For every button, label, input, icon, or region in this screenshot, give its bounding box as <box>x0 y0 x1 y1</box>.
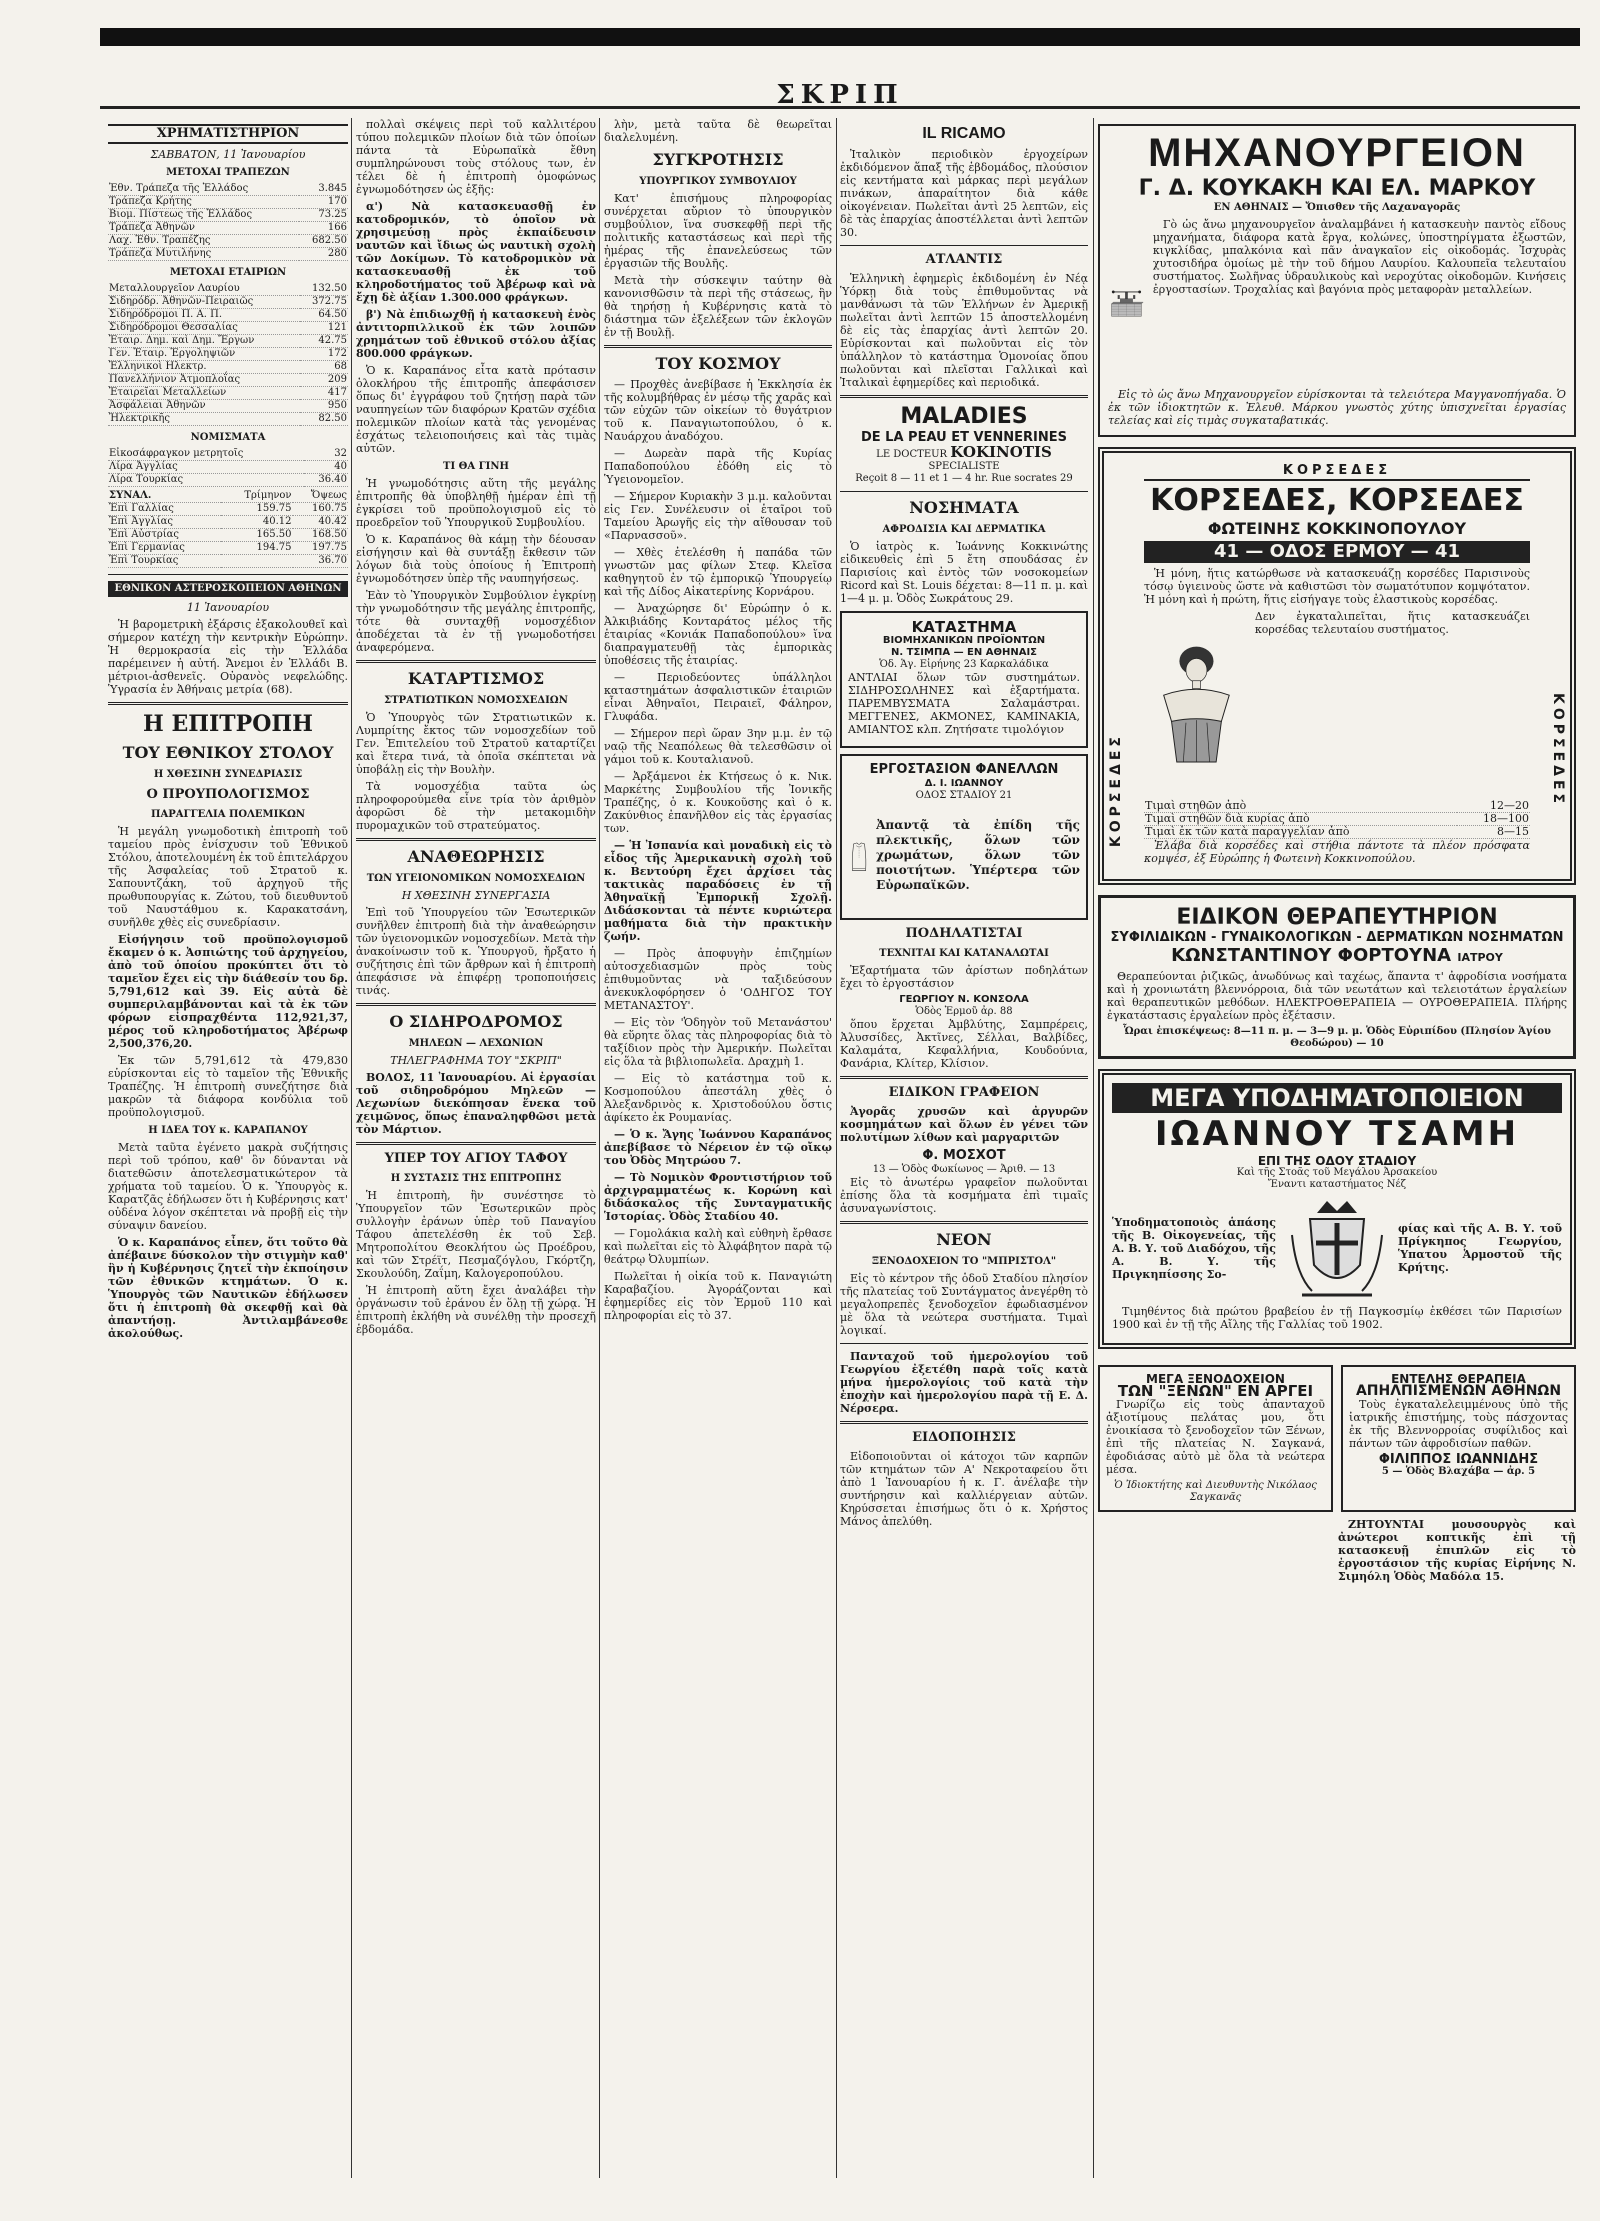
table-cell: Τράπεζα Ἀθηνῶν <box>108 222 299 235</box>
companies-table <box>108 283 348 426</box>
news-item: — Ἀναχώρησε δι' Εὐρώπην ὁ κ. Ἀλκιβιάδης Κονταράτος μέλος τῆς ἑταιρίας «Κονιάκ Παπαδοπούλου» ἵνα διαπραγματευθῇ τὰς ἐμπορικὰς ὑποθέσεις τῆς ἑταιρίας. <box>604 602 832 667</box>
clinic-doctor-line <box>1107 944 1567 970</box>
column-rule <box>599 118 600 2178</box>
companies-title: ΜΕΤΟΧΑΙ ΕΤΑΙΡΙΩΝ <box>169 267 287 278</box>
table-cell: Πανελλήνιον Ἀτμοπλοΐας <box>108 374 300 387</box>
table-row <box>108 209 348 222</box>
table-cell: 950 <box>300 400 348 413</box>
banks-title: ΜΕΤΟΧΑΙ ΤΡΑΠΕΖΩΝ <box>166 167 290 178</box>
table-cell: 82.50 <box>300 413 348 426</box>
article-paragraph: β') Νὰ ἐπιδιωχθῇ ἡ κατασκευὴ ἑνὸς ἀντιτορπιλλικοῦ ἐκ τῶν λοιπῶν χρημάτων τοῦ ἐθνικοῦ στόλου ἀξίας 800.000 φράγκων. <box>356 308 596 360</box>
headline: ΚΑΤΑΡΤΙΣΜΟΣ <box>407 669 545 688</box>
corsets-text: Ἡ μόνη, ἥτις κατώρθωσε νὰ κατασκευάζῃ κορσέδες Παρισινοὺς τόσῳ ὑγιεινοὺς ὥστε νὰ καθιστῶσι τὸν σωματότυπον κομψότατον. Ἡ μόνη καὶ ἡ πρώτη, ἥτις εἰσήγαγε τοὺς ἐλαστικοὺς κορσέδας. <box>1144 567 1530 606</box>
pedal-address: Ὁδὸς Ἑρμοῦ ἀρ. 88 <box>915 1006 1013 1017</box>
table-row <box>108 503 348 516</box>
exchange-header: Ὄψεως <box>293 490 348 503</box>
table-row <box>1144 813 1530 826</box>
table-row <box>108 374 348 387</box>
store-address: Ὁδ. Ἁγ. Εἰρήνης 23 Καρκαλάδικα <box>879 659 1049 670</box>
table-row <box>108 448 348 461</box>
news-item: — Γομολάκια καλὴ καὶ εὐθηνὴ ἔρθασε καὶ πωλεῖται εἰς τὸ Ἀλφάβητον παρὰ τῷ θεάτρῳ Ὀλυμπίων. <box>604 1227 832 1266</box>
shoes-ad <box>1098 1069 1576 1349</box>
news-item: — Ὁ κ. Ἄγης Ἰωάννου Καραπάνος ἀπεβίβασε τὸ Νέρειον ἐν τῷ οἴκῳ του Ὀδὸς Μητρώου 7. <box>604 1128 832 1167</box>
table-cell: 372.75 <box>300 296 348 309</box>
notice-title: ΕΙΔΟΠΟΙΗΣΙΣ <box>912 1430 1016 1445</box>
clinic-doctor-role: ΙΑΤΡΟΥ <box>1457 951 1503 964</box>
news-item: — Προχθὲς ἀνεβίβασε ἡ Ἐκκλησία ἐκ τῆς κολυμβήθρας ἐν μέσῳ τῆς χαρᾶς καὶ τῶν εὐχῶν τῶν οἰκείων τὸ θυγάτριον τοῦ κ. Παναγιωτοπούλου, ὁ κ. Ναυάρχου ἀναδόχου. <box>604 378 832 443</box>
pedal-subtitle: ΤΕΧΝΙΤΑΙ ΚΑΙ ΚΑΤΑΝΑΛΩΤΑΙ <box>879 948 1049 959</box>
therapy-title-2: ΑΠΗΛΠΙΣΜΕΝΩΝ ΑΘΗΝΩΝ <box>1355 1383 1562 1399</box>
corsets-side-text: Δεν ἐγκαταλιπεῖται, ἥτις κατασκευάζει κορσέδας τελευταίου συστήματος. <box>1254 610 1530 636</box>
column-1 <box>108 118 348 2178</box>
committee-paragraph: Ἐκ τῶν 5,791,612 τὰ 479,830 εὑρίσκονται εἰς τὸ ταμεῖον τῆς Ἐθνικῆς Τραπέζης. Ἡ ἐπιτροπὴ συνεζήτησε διὰ μακρῶν τὰ διάφορα κονδύλια τοῦ προϋπολογισμοῦ. <box>108 1054 348 1119</box>
table-row <box>108 283 348 296</box>
top-black-bar <box>100 28 1580 46</box>
table-row <box>108 196 348 209</box>
table-cell: 168.50 <box>293 529 348 542</box>
headline-sub: ΥΠΟΥΡΓΙΚΟΥ ΣΥΜΒΟΥΛΙΟΥ <box>639 176 797 187</box>
office-title: ΕΙΔΙΚΟΝ ΓΡΑΦΕΙΟΝ <box>888 1085 1040 1100</box>
clinic-title: ΕΙΔΙΚΟΝ ΘΕΡΑΠΕΥΤΗΡΙΟΝ <box>1176 905 1498 930</box>
table-cell: Γεν. Ἑταιρ. Ἐργοληψιῶν <box>108 348 300 361</box>
store-owner: Ν. ΤΣΙΜΠΑ — ΕΝ ΑΘΗΝΑΙΣ <box>891 647 1037 658</box>
table-row <box>108 413 348 426</box>
table-cell: Λίρα Τουρκίας <box>108 474 304 487</box>
shoes-left-text: Ὑποδηματοποιὸς ἁπάσης τῆς Β. Οἰκογενείας, τῆς Α. Β. Υ. τοῦ Διαδόχου, τῆς Α. Β. Υ. τῆς Πριγκηπίσσης Σο- <box>1112 1215 1276 1281</box>
table-cell: 160.75 <box>293 503 348 516</box>
table-row <box>108 235 348 248</box>
headline: Ο ΣΙΔΗΡΟΔΡΟΜΟΣ <box>389 1012 563 1031</box>
clinic-subtitle: ΣΥΦΙΛΙΔΙΚΩΝ - ΓΥΝΑΙΚΟΛΟΓΙΚΩΝ - ΔΕΡΜΑΤΙΚΩΝ ΝΟΣΗΜΑΤΩΝ <box>1110 930 1564 945</box>
table-cell: 64.50 <box>300 309 348 322</box>
machine-owners: Γ. Δ. ΚΟΥΚΑΚΗ ΚΑΙ ΕΛ. ΜΑΡΚΟΥ <box>1138 176 1536 201</box>
table-cell: Ἑταιρ. Δημ. καὶ Δημ. Ἔργων <box>108 335 300 348</box>
shoes-owner: ΙΩΑΝΝΟΥ ΤΣΑΜΗ <box>1154 1114 1520 1154</box>
market-title: ΧΡΗΜΑΤΙΣΤΗΡΙΟΝ <box>108 124 348 144</box>
corset-woman-illustration-icon <box>1144 610 1249 800</box>
table-row <box>108 542 348 555</box>
therapy-ad <box>1341 1365 1576 1512</box>
article-paragraph: Ὁ Ὑπουργὸς τῶν Στρατιωτικῶν κ. Λυμπρίτης ἔκτος τῶν νομοσχεδίων τοῦ Γεν. Ἐπιτελείου τοῦ Στρατοῦ καταρτίζει καὶ ἕτερα τινά, τὰ ὁποῖα σκέπτεται νὰ ὑποβάλῃ εἰς τὴν Βουλὴν. <box>356 711 596 776</box>
headline-sub: Η ΧΘΕΣΙΝΗ ΣΥΝΕΡΓΑΣΙΑ <box>401 889 551 902</box>
maladies-title-2: DE LA PEAU ET VENNERINES <box>860 430 1068 445</box>
headline-sub: ΣΤΡΑΤΙΩΤΙΚΩΝ ΝΟΜΟΣΧΕΔΙΩΝ <box>384 695 568 706</box>
table-cell: Τράπεζα Κρήτης <box>108 196 299 209</box>
clinic-doctor: ΚΩΝΣΤΑΝΤΙΝΟΥ ΦΟΡΤΟΥΝΑ <box>1171 945 1452 966</box>
clinic-text: Θεραπεύονται ῥιζικῶς, ἀνωδύνως καὶ ταχέως, ἅπαντα τ' ἀφροδίσια νοσήματα καὶ ἡ χρονιωτάτη βλεννόρροια, διὰ τῶν νεωτάτων καὶ τελειοτάτων ἐργαλείων καὶ θεραπευτικῶν μεθόδων. ΗΛΕΚΤΡΟΘΕΡΑΠΕΙΑ — ΟΥΡΟΘΕΡΑΠΕΙΑ. Πλήρης ἐγκατάστασις ἐργαλείων πρὸς ἐξέτασιν. <box>1107 970 1567 1022</box>
article-paragraph: Ὁ κ. Καραπάνος εἶτα κατὰ πρότασιν ὁλοκλήρου τῆς ἐπιτροπῆς ἀπεφάσισεν ὅπως δι' ἐγγράφου τοῦ ζητήσῃ παρὰ τῶν ναυπηγείων τῶν διαφόρων Κρατῶν σχέδια πολεμικῶν πλοίων κατὰ τὰς γενομένας ἐσχάτως τελειοποιήσεις καὶ τὰς τιμὰς αὐτῶν. <box>356 364 596 455</box>
table-row <box>108 248 348 261</box>
table-cell: Ἐπὶ Αὐστρίας <box>108 529 221 542</box>
news-item: — Ἡ Ἰσπανία καὶ μοναδικὴ εἰς τὸ εἶδος τῆς Ἀμερικανικὴ σχολὴ τοῦ κ. Βεντούρη ἔχει ἀρχίσει τὰς τακτικὰς παραδόσεις ἐν τῇ Ἀθηναϊκῇ Ἐμπορικῇ Σχολῇ. Διδάσκονται τὰ πέντε κυριώτερα μαθήματα διὰ τὴν πρακτικὴν ζωήν. <box>604 839 832 943</box>
article-paragraph: λὴν, μετὰ ταῦτα δὲ θεωρεῖται διαλελυμένη. <box>604 118 832 144</box>
ricamo-text: Ἰταλικὸν περιοδικὸν ἐργοχείρων ἐκδιδόμενον ἅπαξ τῆς ἑβδομάδος, πλούσιον εἰς κεντήματα καὶ μάρκας περὶ μεγάλων πινάκων, ἀπαραίτητον διὰ κάθε οἰκογένειαν. Πωλεῖται ἀντὶ 25 λεπτῶν, εἰς δὲ τὰς ἐπαρχίας ἀποστέλλεται ἀντὶ λεπτῶν 30. <box>840 148 1088 239</box>
currency-title: ΝΟΜΙΣΜΑΤΑ <box>190 432 266 443</box>
nosimata-text: Ὁ ἰατρὸς κ. Ἰωάννης Κοκκινώτης εἰδικευθεὶς ἐπὶ 5 ἔτη σπουδάσας ἐν Παρισίοις καὶ ἐντὸς τῶν νοσοκομείων Ricord καὶ St. Louis δέχεται: 8—11 π. μ. καὶ 1—4 μ. μ. Ὁδὸς Σωκράτους 29. <box>840 540 1088 605</box>
hotel-text: Εἰς τὸ κέντρον τῆς ὁδοῦ Σταδίου πλησίον τῆς πλατείας τοῦ Συντάγματος ἀνεγέρθη τὸ μεγαλοπρεπὲς ξενοδοχεῖον ἐφωδιασμένον μὲ ὅλα τὰ νεώτερα συστήματα. Τιμαὶ λογικαί. <box>840 1272 1088 1337</box>
table-cell <box>221 555 292 568</box>
table-cell: 32 <box>304 448 348 461</box>
headline-sub: ΤΗΛΕΓΡΑΦΗΜΑ ΤΟΥ "ΣΚΡΙΠ" <box>390 1054 562 1067</box>
machine-address: ΕΝ ΑΘΗΝΑΙΣ — Ὄπισθεν τῆς Λαχαναγορᾶς <box>1213 202 1461 213</box>
store-text: ΑΝΤΛΙΑΙ ὅλων τῶν συστημάτων. ΣΙΔΗΡΟΣΩΛΗΝΕΣ καὶ ἐξαρτήματα. ΠΑΡΕΜΒΥΣΜΑΤΑ Σαλαμάστραι. ΜΕΓΓΕΝΕΣ, ΑΚΜΟΝΕΣ, ΚΑΜΙΝΑΚΙΑ, ΑΜΙΑΝΤΟΣ κλπ. Ζητήσατε τιμολόγιον <box>848 671 1080 736</box>
machine-title: ΜΗΧΑΝΟΥΡΓΕΙΟΝ <box>1148 131 1526 175</box>
table-cell: Λίρα Ἀγγλίας <box>108 461 304 474</box>
news-item: — Τὸ Νομικὸν Φροντιστήριον τοῦ ἀρχιγραμματέως κ. Κορώνη καὶ διδάσκαλος τῆς Συνταγματικῆς Ἱστορίας. Ὀδὸς Σταδίου 40. <box>604 1171 832 1223</box>
flannel-ad <box>840 754 1088 920</box>
table-cell: 40.42 <box>293 516 348 529</box>
shoes-address: ΕΠΙ ΤΗΣ ΟΔΟΥ ΣΤΑΔΙΟΥ <box>1257 1154 1417 1168</box>
maladies-doctor-label: LE DOCTEUR <box>876 449 948 460</box>
clinic-ad <box>1098 895 1576 1059</box>
table-cell: 12—20 <box>1457 800 1530 813</box>
news-item: — Ἀρξάμενοι ἐκ Κτήσεως ὁ κ. Νικ. Μαρκέτης Συμβουλίου τῆς Ἰονικῆς Τραπέζης, ὁ κ. Κουκοῦσης καὶ ὁ κ. Ζακύνθιος ἐπανῆλθον εἰς τὰς ἐργασίας των. <box>604 770 832 835</box>
table-row <box>108 322 348 335</box>
headline: ΤΟΥ ΚΟΣΜΟΥ <box>655 354 781 373</box>
exchange-header: Τρίμηνον <box>221 490 292 503</box>
observatory-title: ΕΘΝΙΚΟΝ ΑΣΤΕΡΟΣΚΟΠΕΙΟΝ ΑΘΗΝΩΝ <box>108 581 348 597</box>
article-paragraph: Ὁ κ. Καραπάνος θὰ κάμῃ τὴν δέουσαν εἰσήγησιν καὶ θὰ συντάξῃ ἔκθεσιν τῶν λόγων διὰ τοὺς ὁποίους ἡ Ἐπιτροπὴ ἐγνωμοδότησεν ὑπὲρ τῆς ναυπηγήσεως. <box>356 533 596 585</box>
article-paragraph: Ἡ ἐπιτροπὴ, ἣν συνέστησε τὸ Ὑπουργεῖον τῶν Ἐσωτερικῶν πρὸς συλλογὴν ἐράνων ὑπὲρ τοῦ Παναγίου Τάφου ἀπετελέσθη ἐκ τοῦ Σεβ. Μητροπολίτου Θεοκλήτου ὡς Προέδρου, καὶ τῶν Στρέϊτ, Πεσμαζόγλου, Γκόρτζη, Σκουλούδη, Ζαΐμη, Καλογεροπούλου. <box>356 1189 596 1280</box>
table-cell: Τιμαὶ ἐκ τῶν κατὰ παραγγελίαν ἀπὸ <box>1144 826 1457 839</box>
table-cell: Ἐπὶ Γαλλίας <box>108 503 221 516</box>
headline: ΥΠΕΡ ΤΟΥ ΑΓΙΟΥ ΤΑΦΟΥ <box>384 1151 568 1166</box>
committee-paragraph: Εἰσήγησιν τοῦ προϋπολογισμοῦ ἔκαμεν ὁ κ. Ἀσπιώτης τοῦ ἀρχηγείου, ἀπὸ τοῦ ὁποίου προκύπτει ὅτι τὸ ταμεῖον ἔχει εἰς τὴν διάθεσίν του δρ. 5,791,612 καὶ 39. Εἰς αὐτὰ δὲ συμπεριλαμβάνονται καὶ τὰ ἐκ τῶν φόρων εἰσπραχθέντα 112,921,37, μέρος τοῦ κληροδοτήματος Ἀβέρωφ 2,500,376,20. <box>108 933 348 1050</box>
table-cell: 165.50 <box>221 529 292 542</box>
maladies-title: MALADIES <box>900 404 1028 429</box>
table-cell: Ἠλεκτρικῆς <box>108 413 300 426</box>
table-cell: Ἑταιρεῖαι Μεταλλείων <box>108 387 300 400</box>
office-text: Ἀγορᾶς χρυσῶν καὶ ἀργυρῶν κοσμημάτων καὶ ὅλων ἐν γένει τῶν πολυτίμων λίθων καὶ μαργαριτῶν <box>840 1105 1088 1144</box>
pedal-title: ΠΟΔΗΛΑΤΙΣΤΑΙ <box>905 926 1023 941</box>
corsets-prices <box>1144 800 1530 839</box>
table-cell: 280 <box>299 248 348 261</box>
table-cell: 682.50 <box>299 235 348 248</box>
article-paragraph: Ἡ γνωμοδότησις αὕτη τῆς μεγάλης ἐπιτροπῆς θὰ ὑποβληθῇ ἡμέραν ἐπὶ τῇ ἐγκρίσει τοῦ προϋπολογισμοῦ εἰς τὸ προεδρεῖον τοῦ Ὑπουργικοῦ Συμβουλίου. <box>356 477 596 529</box>
print-text: Πανταχοῦ τοῦ ἡμερολογίου τοῦ Γεωργίου ἐξετέθη παρὰ τοῖς κατὰ μήνα ἡμερολογίοις τοῦ κατὰ τὴν ἐποχὴν καὶ ἡμερολογίου παρὰ τῇ Ε. Δ. Νέρσερα. <box>840 1350 1088 1415</box>
news-item: — Χθὲς ἐτελέσθη ἡ παπάδα τῶν γνωστῶν μας φίλων Στεφ. Κλεῖσα καθηγητοῦ ἐν τῷ ἐμπορικῷ Ὑπουργείῳ καὶ τῆς Δίδος Αἰκατερίνης Κορνάρου. <box>604 546 832 598</box>
news-item: — Δωρεὰν παρὰ τῆς Κυρίας Παπαδοπούλου ἐδόθη εἰς τὸ Ὑγειονομεῖον. <box>604 447 832 486</box>
observatory-text: Ἡ βαρομετρικὴ ἐξάρσις ἐξακολουθεῖ καὶ σήμερον κατέχη τὴν κεντρικὴν Εὐρώπην. Ἡ θερμοκρασία εἰς τὴν Ἑλλάδα παρέμεινεν ἡ αὐτή. Ἄνεμοι ἐν Ἑλλάδι Β. μέτριοι-ἀσθενεῖς. Οὐρανὸς νεφελώδης. Ὑγρασία ἐν Ἀθήναις μετρία (68). <box>108 618 348 696</box>
table-cell: Ἐπὶ Γερμανίας <box>108 542 221 555</box>
nosimata-subtitle: ΑΦΡΟΔΙΣΙΑ ΚΑΙ ΔΕΡΜΑΤΙΚΑ <box>882 524 1046 535</box>
observatory-date: 11 Ἰανουαρίου <box>186 601 270 614</box>
headline: ΑΝΑΘΕΩΡΗΣΙΣ <box>407 847 545 866</box>
table-cell: Σιδηρόδρ. Ἀθηνῶν-Πειραιῶς <box>108 296 300 309</box>
table-cell: Τιμαὶ στηθῶν διὰ κυρίας ἀπὸ <box>1144 813 1457 826</box>
table-cell: 417 <box>300 387 348 400</box>
exchange-table <box>108 490 348 568</box>
corsets-banner: ΚΟΡΣΕΔΕΣ <box>1144 463 1530 481</box>
table-cell: 68 <box>300 361 348 374</box>
committee-title-4: Ο ΠΡΟΥΠΟΛΟΓΙΣΜΟΣ <box>146 787 310 802</box>
headline-sub: Η ΣΥΣΤΑΣΙΣ ΤΗΣ ΕΠΙΤΡΟΠΗΣ <box>390 1173 562 1184</box>
pedal-owner: ΓΕΩΡΓΙΟΥ Ν. ΚΟΝΣΟΛΑ <box>899 994 1029 1005</box>
column-4 <box>840 118 1088 2178</box>
table-cell: Ἐθν. Τράπεζα τῆς Ἑλλάδος <box>108 183 299 196</box>
ricamo-title: IL RICAMO <box>922 125 1006 142</box>
column-rule <box>1093 118 1094 2178</box>
headline-sub: ΜΗΛΕΩΝ — ΛΕΧΩΝΙΩΝ <box>408 1038 544 1049</box>
article-paragraph: Ἐὰν τὸ Ὑπουργικὸν Συμβούλιον ἐγκρίνῃ τὴν γνωμοδότησιν τῆς μεγάλης ἐπιτροπῆς, τότε θὰ συνταχθῇ νομοσχέδιον ἀποδέχεται τὰ ἐν τῇ γνωμοδοτήσει ἀναφερόμενα. <box>356 589 596 654</box>
undershirt-illustration-icon <box>848 802 870 912</box>
table-cell: 172 <box>300 348 348 361</box>
table-cell: 42.75 <box>300 335 348 348</box>
news-item: Πωλεῖται ἡ οἰκία τοῦ κ. Παναγιώτη Καραβαζίου. Ἀγοράζονται καὶ ἐφημερίδες εἰς τὸν Ἑρμοῦ 110 καὶ πληροφορίαι εἰς τὸ 37. <box>604 1270 832 1322</box>
headline: ΣΥΓΚΡΟΤΗΣΙΣ <box>652 150 784 169</box>
therapy-owner: ΦΙΛΙΠΠΟΣ ΙΩΑΝΝΙΔΗΣ <box>1378 1452 1539 1467</box>
article-paragraph: Κατ' ἐπισήμους πληροφορίας συνέρχεται αὔριον τὸ ὑπουργικὸν συμβούλιον, ἵνα συσκεφθῇ περὶ τῆς πολιτικῆς καταστάσεως καὶ περὶ τῆς ἡμέρας τῆς ἐπανελεύσεως τῶν ἐργασιῶν τῆς Βουλῆς. <box>604 192 832 270</box>
corsets-side-label: ΚΟΡΣΕΔΕΣ <box>1108 733 1124 848</box>
store-title-2: ΒΙΟΜΗΧΑΝΙΚΩΝ ΠΡΟΪΟΝΤΩΝ <box>882 635 1046 646</box>
table-cell: Εἰκοσάφραγκον μετρητοῖς <box>108 448 304 461</box>
table-cell: Βιομ. Πίστεως τῆς Ἑλλάδος <box>108 209 299 222</box>
article-paragraph: πολλαὶ σκέψεις περὶ τοῦ καλλιτέρου τύπου πολεμικῶν πλοίων διὰ τῶν ὁποίων πάντα τὰ Εὐρωπαϊκὰ ἔθνη συμπληρώνουσι τοὺς στόλους των, ἐν τέλει δὲ ἡ ἐπιτροπὴ ὁμοφώνως ἐγνωμοδότησεν ὡς ἑξῆς: <box>356 118 596 196</box>
exchange-header: ΣΥΝΑΛ. <box>108 490 221 503</box>
hotel2-owner: Ὁ Ἰδιοκτήτης καὶ Διευθυντὴς Νικόλαος Σαγκανᾶς <box>1114 1480 1317 1503</box>
shoes-right-text: φίας καὶ τῆς Α. Β. Υ. τοῦ Πρίγκηπος Γεωργίου, Ὑπατου Ἁρμοστοῦ τῆς Κρήτης. <box>1398 1222 1562 1274</box>
table-cell: 3.845 <box>299 183 348 196</box>
masthead-title: ΣΚΡΙΠ <box>100 82 1580 109</box>
therapy-text: Τοὺς ἐγκαταλελειμμένους ὑπὸ τῆς ἰατρικῆς ἐπιστήμης, τοὺς πάσχοντας ἐκ τῆς Βλεννορροίας συφίλιδος καὶ πάντων τῶν ἀφροδισίων παθῶν. <box>1349 1398 1568 1450</box>
therapy-title: ΕΝΤΕΛΗΣ ΘΕΡΑΠΕΙΑ <box>1391 1372 1526 1386</box>
table-cell: Τιμαὶ στηθῶν ἀπὸ <box>1144 800 1457 813</box>
maladies-spec: SPECIALISTE <box>928 461 1000 472</box>
column-5 <box>1098 118 1576 2178</box>
banks-table <box>108 183 348 261</box>
hotel2-ad <box>1098 1365 1333 1512</box>
table-row <box>108 387 348 400</box>
table-cell: 209 <box>300 374 348 387</box>
news-item: — Σήμερον Κυριακὴν 3 μ.μ. καλοῦνται εἰς Γεν. Συνέλευσιν οἱ ἑταῖροι τοῦ Ταμείου Ἀρωγῆς εἰς τὴν αἴθουσαν τοῦ «Παρνασσοῦ». <box>604 490 832 542</box>
subhead: ΤΙ ΘΑ ΓΙΝΗ <box>443 461 509 472</box>
machine-text: Γὸ ὡς ἄνω μηχανουργεῖον ἀναλαμβάνει ἡ κατασκευὴν παντὸς εἴδους μηχανήματα, διάφορα κατὰ ἔργα, κολώνες, ὑποστηρίγματα ἐξωστῶν, κιγκλίδας, μπαλκόνια καὶ πᾶν ἀναγκαῖον εἰς οἰκοδομάς. Ἰσχυρὰς χυτοσιδήρα ὁμοίως μὲ τὴν τοῦ δήμου Λαυρίου. Καλουπεῖα τελευταίου συστήματος. Σωλῆνας ὑδραυλικοὺς καὶ νεροχύτας οἰκοδομῶν. Κινήσεις ἐργοστασίων. Τροχαλίας καὶ βαγόνια πρὸς μεταφορὰν μεταλλείων. <box>1152 218 1566 296</box>
article-paragraph: Ἡ ἐπιτροπὴ αὕτη ἔχει ἀναλάβει τὴν ὀργάνωσιν τοῦ ἐράνου ἐν ὅλῃ τῇ χώρᾳ. Ἡ ἐπιτροπὴ ἐκλήθη νὰ συνέλθῃ τὴν προσεχῆ ἑβδομάδα. <box>356 1284 596 1336</box>
table-cell: 8—15 <box>1457 826 1530 839</box>
nosimata-title: ΝΟΣΗΜΑΤΑ <box>909 498 1019 517</box>
flannel-address: ΟΔΟΣ ΣΤΑΔΙΟΥ 21 <box>915 790 1013 801</box>
committee-title: Η ΕΠΙΤΡΟΠΗ <box>143 711 313 737</box>
column-2 <box>356 118 596 2178</box>
corsets-ad <box>1098 447 1576 885</box>
article-paragraph: Τὰ νομοσχέδια ταῦτα ὡς πληροφορούμεθα εἶνε τρία τὸν ἀριθμὸν ἀφορῶσι δὲ τὴν μετακομιδὴν πυρομαχικῶν τοῦ στρατεύματος. <box>356 780 596 832</box>
office-text-2: Εἰς τὸ ἀνωτέρω γραφεῖον πωλοῦνται ἐπίσης ὅλα τὰ κοσμήματα ἐπὶ τιμαῖς ἀσυναγωνίστοις. <box>840 1176 1088 1215</box>
maladies-doctor: KOKINOTIS <box>950 443 1052 461</box>
table-cell: 36.40 <box>304 474 348 487</box>
article-paragraph: ΒΟΛΟΣ, 11 Ἰανουαρίου. Αἱ ἐργασίαι τοῦ σιδηροδρόμου Μηλεῶν — Λεχωνίων διεκόπησαν ἕνεκα τοῦ χειμῶνος, ὅπως ἐπαναληφθῶσι μετὰ τὸν Μάρτιον. <box>356 1071 596 1136</box>
table-row <box>1144 826 1530 839</box>
flannel-title: ΕΡΓΟΣΤΑΣΙΟΝ ΦΑΝΕΛΛΩΝ <box>869 762 1059 777</box>
bottom-ads-row <box>1098 1359 1576 1518</box>
table-cell: 132.50 <box>300 283 348 296</box>
table-row <box>108 296 348 309</box>
shoes-title: ΜΕΓΑ ΥΠΟΔΗΜΑΤΟΠΟΙΕΙΟΝ <box>1112 1083 1562 1113</box>
table-cell: Ἑλληνικοὶ Ηλεκτρ. <box>108 361 300 374</box>
committee-paragraph: Ὁ κ. Καραπάνος εἶπεν, ὅτι τοῦτο θὰ ἀπέβαινε δύσκολον τὴν στιγμὴν καθ' ἣν ἡ Κυβέρνησις ζητεῖ τὴν ἐκποίησιν τῶν ἐθνικῶν κτημάτων. Ὁ κ. Ὑπουργὸς τῶν Ναυτικῶν ἐδήλωσεν ὅτι ἡ ἐπιτροπὴ θὰ σκεφθῇ καὶ θὰ ἀπαντήσῃ. Ἀντιλαμβάνεσθε ἀκολούθως. <box>108 1236 348 1340</box>
table-cell: Τράπεζα Μυτιλήνης <box>108 248 299 261</box>
hotel2-title-2: ΤΩΝ "ΞΕΝΩΝ" ΕΝ ΑΡΓΕΙ <box>1117 1382 1314 1400</box>
table-cell: Ἀσφάλειαι Ἀθηνῶν <box>108 400 300 413</box>
table-row <box>108 516 348 529</box>
table-row <box>1144 800 1530 813</box>
press-machine-illustration-icon <box>1108 218 1145 388</box>
table-cell: 166 <box>299 222 348 235</box>
table-row <box>108 335 348 348</box>
hotel2-text: Γνωρίζω εἰς τοὺς ἀπανταχοῦ ἀξιοτίμους πελάτας μου, ὅτι ἐνοικίασα τὸ ξενοδοχεῖον τῶν Ξένων, ἐπὶ τῆς πλατείας Ν. Σαγκανά, ἐφοδιάσας αὐτὸ μὲ ὅλα τὰ νεώτερα μέσα. <box>1106 1398 1325 1476</box>
headline-sub: ΤΩΝ ΥΓΕΙΟΝΟΜΙΚΩΝ ΝΟΜΟΣΧΕΔΙΩΝ <box>366 873 586 884</box>
table-row <box>108 529 348 542</box>
table-row <box>108 348 348 361</box>
table-cell: 40.12 <box>221 516 292 529</box>
table-cell: Σιδηρόδρομοι Θεσσαλίας <box>108 322 300 335</box>
office-address: 13 — Ὁδὸς Φωκίωνος — Ἀριθ. — 13 <box>872 1164 1056 1175</box>
column-rule <box>351 118 352 2178</box>
article-paragraph: α') Νὰ κατασκευασθῇ ἐν κατοδρομικόν, τὸ ὁποῖον νὰ χρησιμεύσῃ πρὸς ἐκπαίδευσιν ναυτῶν καὶ ἴδιως ὡς ναυτικὴ σχολὴ τῶν Δοκίμων. Τὸ κατοδρομικὸν νὰ κατασκευασθῇ ἐκ τοῦ κληροδοτήματος τοῦ Ἀβέρωφ καὶ νὰ ἔχῃ δὲ ἀξίαν 1.300.000 φράγκων. <box>356 200 596 304</box>
wanted-text: ΖΗΤΟΥΝΤΑΙ μουσουργὸς καὶ ἀνώτεροι κοπτικῆς ἐπὶ τῇ κατασκευῇ ἐπιπλῶν εἰς τὸ ἐργοστάσιον τῆς κυρίας Εἰρήνης Ν. Σιμηόλη Ὁδὸς Μαδόλα 15. <box>1338 1518 1576 1583</box>
flannel-text: Ἀπαντᾷ τὰ ἐπίδη τῆς πλεκτικῆς, ὅλων τῶν χρωμάτων, ὅλων τῶν ποιοτήτων. Ὑπέρτερα τῶν Εὐρωπαϊκῶν. <box>876 817 1080 892</box>
table-cell: 40 <box>304 461 348 474</box>
hotel-title-2: ΞΕΝΟΔΟΧΕΙΟΝ ΤΟ "ΜΠΡΙΣΤΟΛ" <box>871 1256 1057 1267</box>
shoes-text: Τιμηθέντος διὰ πρώτου βραβείου ἐν τῇ Παγκοσμίῳ ἐκθέσει τῶν Παρισίων 1900 καὶ ἐν τῇ τῆς Αἴλης τῆς Γαλλίας τοῦ 1902. <box>1112 1305 1562 1331</box>
pedal-text: Ἐξαρτήματα τῶν ἀρίστων ποδηλάτων ἔχει τὸ ἐργοστάσιον <box>840 964 1088 990</box>
table-cell: 194.75 <box>221 542 292 555</box>
table-row <box>108 461 348 474</box>
column-3 <box>604 118 832 2178</box>
atlantis-title: ΑΤΛΑΝΤΙΣ <box>925 252 1003 267</box>
column-rule <box>836 118 837 2178</box>
clinic-hours: Ὧραι ἐπισκέψεως: 8—11 π. μ. — 3—9 μ. μ. Ὁδὸς Εὐριπίδου (Πλησίον Ἁγίου Θεοδώρου) — 10 <box>1123 1026 1551 1049</box>
hotel2-title: ΜΕΓΑ ΞΕΝΟΔΟΧΕΙΟΝ <box>1146 1372 1285 1386</box>
notice-text: Εἰδοποιοῦνται οἱ κάτοχοι τῶν καρπῶν τῶν κτημάτων τῶν Α' Νεκροταφείου ὅτι ἀπὸ 1 Ἰανουαρίου ἡ κ. Γ. ἀνέλαβε τὴν συντήρησιν καὶ καλλιέργειαν αὐτῶν. Κηρύσσεται ἐπισήμως ὅτι ὁ κ. Χρήστος Μάνος ἀπελύθη. <box>840 1450 1088 1528</box>
office-owner: Φ. ΜΟΣΧΟΤ <box>922 1148 1006 1163</box>
shoes-address-3: Ἔναντι καταστήματος Νέζ <box>1267 1179 1407 1190</box>
flannel-owner: Δ. Ι. ΙΩΑΝΝΟΥ <box>924 778 1004 789</box>
table-cell: 170 <box>299 196 348 209</box>
news-item: — Εἰς τὸν 'Ὁδηγὸν τοῦ Μετανάστου' θὰ εὕρητε ὅλας τὰς πληροφορίας διὰ τὸ ταξίδιον πρὸς τὴν Ἀμερικήν. Πωλεῖται εἰς ὅλα τὰ βιβλιοπωλεῖα. Δραχμὴ 1. <box>604 1016 832 1068</box>
news-item: — Σήμερον περὶ ὥραν 3ην μ.μ. ἐν τῷ ναῷ τῆς Νεαπόλεως θὰ τελεσθῶσιν οἱ γάμοι τοῦ κ. Κουταλιανοῦ. <box>604 727 832 766</box>
market-date: ΣΑΒΒΑΤΟΝ, 11 Ἰανουαρίου <box>150 148 306 161</box>
store-ad <box>840 611 1088 748</box>
machine-ad <box>1098 124 1576 437</box>
table-row <box>108 361 348 374</box>
corsets-title: ΚΟΡΣΕΔΕΣ, ΚΟΡΣΕΔΕΣ <box>1150 483 1524 518</box>
table-row <box>108 309 348 322</box>
pedal-text-2: ὅπου ἔρχεται Ἀμβλύτης, Σαμπρέρεις, Ἀλυσσίδες, Ἀκτῖνες, Σέλλαι, Βαλβίδες, Καλαμάτα, Κεφαλλήνια, Κουδούνια, Φανάρια, Κλίτερ, Κλίσιον. <box>840 1018 1088 1070</box>
corsets-side-label: ΚΟΡΣΕΔΕΣ <box>1550 693 1566 808</box>
corsets-address: 41 — ΟΔΟΣ ΕΡΜΟΥ — 41 <box>1144 541 1530 563</box>
article-paragraph: Ἐπὶ τοῦ Ὑπουργείου τῶν Ἐσωτερικῶν συνῆλθεν ἐπιτροπὴ διὰ τὴν ἀναθεώρησιν τῶν ὑγειονομικῶν νομοσχεδίων. Μετὰ τὴν ἀνακοίνωσιν τοῦ κ. Ὑπουργοῦ, ἤρξατο ἡ συζήτησις ἐπὶ τῶν ἄρθρων καὶ ἡ ἐπιτροπὴ ἀπεφάσισε νὰ ἐπιφέρῃ τροποποιήσεις τινάς. <box>356 906 596 997</box>
committee-paragraph: Μετὰ ταῦτα ἐγένετο μακρὰ συζήτησις περὶ τοῦ τρόπου, καθ' ὃν δύνανται νὰ διατεθῶσιν ἀποτελεσματικώτερον τὰ χρήματα τοῦ ταμείου. Ὁ κ. Ὑπουργὸς κ. Καρατζᾶς ἐδήλωσεν ὅτι ἡ Κυβέρνησις κατ' οὐδένα λόγον σκέπτεται νὰ προβῇ εἰς τὴν σύναψιν δανείου. <box>108 1141 348 1232</box>
machine-footer: Εἰς τὸ ὡς ἄνω Μηχανουργεῖον εὑρίσκονται τὰ τελειότερα Μαγγανοπήγαδα. Ὁ ἐκ τῶν ἰδιοκτητῶν κ. Ἐλευθ. Μάρκου γνωστὸς χύτης ὑπισχνεῖται ἐργασίας τελείας καὶ εἰς τιμὰς συγκαταβατικάς. <box>1108 388 1566 427</box>
table-row <box>108 183 348 196</box>
table-cell: Σιδηρόδρομοι Π. Α. Π. <box>108 309 300 322</box>
table-row <box>108 555 348 568</box>
news-item: — Εἰς τὸ κατάστημα τοῦ κ. Κοσμοπούλου ἀπεστάλη χθὲς ὁ Ἀλεξανδρινὸς κ. Χριστοδούλου ὅστις ἀφίκετο ἐκ Ρουμανίας. <box>604 1072 832 1124</box>
table-cell: 18—100 <box>1457 813 1530 826</box>
royal-crest-icon <box>1282 1195 1392 1305</box>
table-row <box>108 474 348 487</box>
shoes-address-2: Καὶ τῆς Στοᾶς τοῦ Μεγάλου Ἀρσακείου <box>1236 1167 1438 1178</box>
table-row <box>108 222 348 235</box>
committee-title-3: Η ΧΘΕΣΙΝΗ ΣΥΝΕΔΡΙΑΣΙΣ <box>153 769 303 780</box>
currency-table <box>108 448 348 487</box>
news-item: — Περιοδεύοντες ὑπάλληλοι καταστημάτων ἀσφαλιστικῶν ἑταιριῶν εἶναι Ἀθηναῖοι, Πειραιεῖ, Φάληρον, Γλυφάδα. <box>604 671 832 723</box>
corsets-footer: Ἐλάβα διὰ κορσέδες καὶ στήθια πάντοτε τὰ πλέον πρόσφατα κομψέσ, ἐξ Εὐρώπης ἡ Φωτεινὴ Κοκκινοπούλου. <box>1144 839 1530 865</box>
store-title: ΚΑΤΑΣΤΗΜΑ <box>911 618 1017 636</box>
table-cell: Λαχ. Ἐθν. Τραπέζης <box>108 235 299 248</box>
maladies-doctor-line <box>840 443 1088 473</box>
therapy-address: 5 — Ὁδὸς Βλαχάβα — ἀρ. 5 <box>1381 1466 1536 1477</box>
committee-subhead: Η ΙΔΕΑ ΤΟΥ κ. ΚΑΡΑΠΑΝΟΥ <box>148 1125 308 1136</box>
news-item: — Πρὸς ἀποφυγὴν ἐπιζημίων αὐτοσχεδιασμῶν πρὸς τοὺς ἐπιθυμοῦντας νὰ ταξιδεύσουν ἀνεκυκλοφόρησεν ὁ 'ΟΔΗΓΟΣ ΤΟΥ ΜΕΤΑΝΑΣΤΟΥ'. <box>604 947 832 1012</box>
corsets-owner: ΦΩΤΕΙΝΗΣ ΚΟΚΚΙΝΟΠΟΥΛΟΥ <box>1207 519 1467 538</box>
table-cell: Ἐπὶ Ἀγγλίας <box>108 516 221 529</box>
article-paragraph: Μετὰ τὴν σύσκεψιν ταύτην θὰ κανονισθῶσιν τὰ περὶ τῆς στάσεως, ἣν θὰ τηρήσῃ ἡ Κυβέρνησις κατὰ τὸ διάστημα τῶν ἐξελέξεων τῶν ἐκλογῶν ἐν τῇ Βουλῇ. <box>604 274 832 339</box>
table-cell: 197.75 <box>293 542 348 555</box>
atlantis-text: Ἑλληνικὴ ἐφημερὶς ἐκδιδομένη ἐν Νέᾳ Ὑόρκῃ διὰ τοὺς ἐπιθυμοῦντας νὰ μανθάνωσι τὰ τῶν Ἑλλήνων ἐν Ἀμερικῇ πωλεῖται ἀντὶ λεπτῶν 15 ἀποστελλομένη δὲ εἰς τὰς ἐπαρχίας ἀντὶ λεπτῶν 20. Εὑρίσκονται καὶ πωλοῦνται εἰς τὸν ὑπάλληλον τὸ κατάστημα Ὁμονοίας ὅπου πωλοῦνται καὶ πλεῖσται Γαλλικαὶ καὶ Ἰταλικαὶ ἐφημερίδες καὶ περιοδικά. <box>840 272 1088 389</box>
maladies-hours: Reçoit 8 — 11 et 1 — 4 hr. Rue socrates 29 <box>855 473 1073 484</box>
committee-title-5: ΠΑΡΑΓΓΕΛΙΑ ΠΟΛΕΜΙΚΩΝ <box>151 809 305 820</box>
committee-title-2: ΤΟΥ ΕΘΝΙΚΟΥ ΣΤΟΛΟΥ <box>122 743 334 762</box>
table-cell: 73.25 <box>299 209 348 222</box>
table-row <box>108 400 348 413</box>
table-cell: Ἐπὶ Τουρκίας <box>108 555 221 568</box>
table-cell: 36.70 <box>293 555 348 568</box>
table-cell: 159.75 <box>221 503 292 516</box>
table-cell: 121 <box>300 322 348 335</box>
committee-paragraph: Ἡ μεγάλη γνωμοδοτικὴ ἐπιτροπὴ τοῦ ταμείου πρὸς ἐνίσχυσιν τοῦ Ἐθνικοῦ Στόλου, ἀποτελουμένη ἐκ τοῦ ἐπιτελάρχου τῆς Ἀσφαλείας τοῦ Στρατοῦ κ. Σαπουντζάκη, τοῦ ἀρχηγοῦ τῆς πρωθυπουργίας κ. Ζώτου, τοῦ διευθυντοῦ τοῦ Ναυστάθμου κ. Καρακατσάνη, συνῆλθε χθὲς εἰς συνεδρίασιν. <box>108 825 348 929</box>
table-cell: Μεταλλουργεῖον Λαυρίου <box>108 283 300 296</box>
hotel-title: ΝΕΟΝ <box>936 1230 992 1249</box>
